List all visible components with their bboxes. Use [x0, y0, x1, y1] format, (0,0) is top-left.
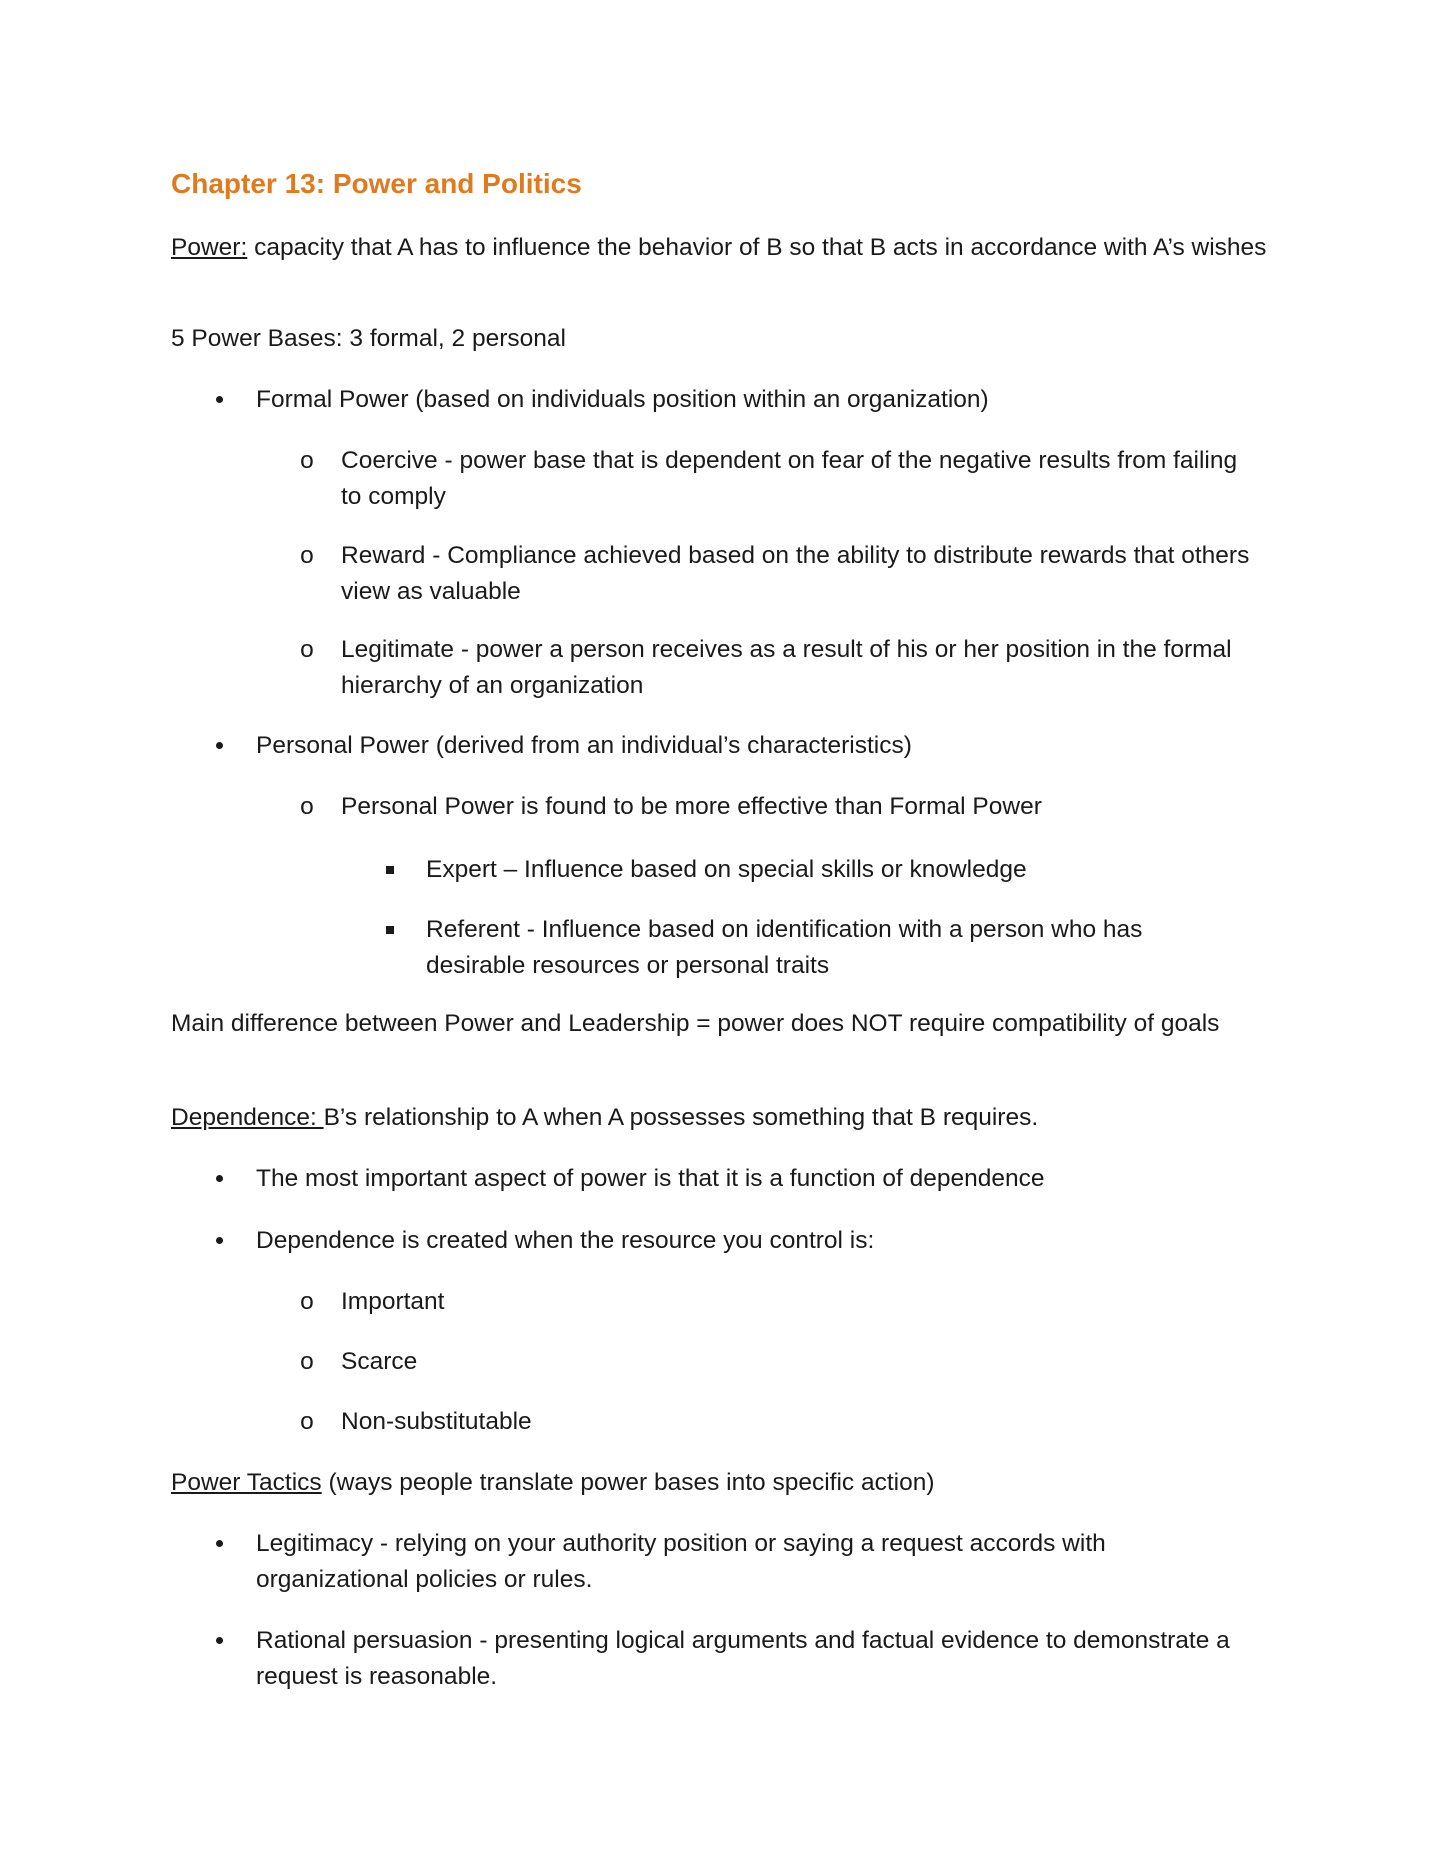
dependence-bullet-2: Dependence is created when the resource you control is:: [256, 1227, 875, 1254]
power-term: Power:: [171, 234, 248, 261]
circle-marker: o: [300, 447, 314, 474]
square-bullet: [386, 926, 394, 934]
legitimacy-item: Legitimacy - relying on your authority position or saying a request accords with organizational policies or rules.: [256, 1530, 1106, 1593]
coercive-item: Coercive - power base that is dependent on fear of the negative results from failing to comply: [341, 447, 1238, 510]
power-definition-text: capacity that A has to influence the behavior of B so that B acts in accordance with A’s wishes: [247, 234, 1267, 261]
personal-power-item: Personal Power (derived from an individual’s characteristics): [256, 732, 912, 759]
bullet-dot: [216, 742, 223, 749]
dependence-bullet-1: The most important aspect of power is that it is a function of dependence: [256, 1165, 1045, 1192]
bullet-dot: [216, 1540, 223, 1547]
bullet-dot: [216, 1637, 223, 1644]
chapter-title: Chapter 13: Power and Politics: [171, 168, 582, 199]
power-tactics-heading: [171, 1465, 935, 1501]
dependence-definition: [171, 1100, 1038, 1136]
dependence-sub-item: Non-substitutable: [341, 1408, 532, 1435]
bullet-dot: [216, 1175, 223, 1182]
main-difference: Main difference between Power and Leadership = power does NOT require compatibility of goals: [171, 1010, 1220, 1037]
formal-power-item: Formal Power (based on individuals position within an organization): [256, 386, 989, 413]
power-bases-intro: 5 Power Bases: 3 formal, 2 personal: [171, 325, 566, 352]
circle-marker: o: [300, 1288, 314, 1315]
reward-item: Reward - Compliance achieved based on the ability to distribute rewards that others view as valuable: [341, 542, 1250, 605]
dependence-term: Dependence:: [171, 1104, 324, 1131]
power-definition: [171, 230, 1281, 266]
circle-marker: o: [300, 1348, 314, 1375]
dependence-sub-item: Scarce: [341, 1348, 418, 1375]
circle-marker: o: [300, 1408, 314, 1435]
dependence-sub-item: Important: [341, 1288, 445, 1315]
power-tactics-text: (ways people translate power bases into specific action): [321, 1469, 935, 1496]
bullet-dot: [216, 396, 223, 403]
personal-effective-item: Personal Power is found to be more effective than Formal Power: [341, 793, 1042, 820]
square-bullet: [386, 866, 394, 874]
dependence-definition-text: B’s relationship to A when A possesses something that B requires.: [323, 1104, 1039, 1131]
referent-item: Referent - Influence based on identification with a person who has desirable resources or personal traits: [426, 916, 1143, 979]
circle-marker: o: [300, 542, 314, 569]
bullet-dot: [216, 1237, 223, 1244]
circle-marker: o: [300, 636, 314, 663]
rational-persuasion-item: Rational persuasion - presenting logical arguments and factual evidence to demonstrate a request is reasonable.: [256, 1627, 1230, 1690]
circle-marker: o: [300, 793, 314, 820]
legitimate-item: Legitimate - power a person receives as a result of his or her position in the formal hierarchy of an organization: [341, 636, 1232, 699]
power-tactics-term: Power Tactics: [171, 1469, 322, 1496]
expert-item: Expert – Influence based on special skills or knowledge: [426, 856, 1027, 883]
